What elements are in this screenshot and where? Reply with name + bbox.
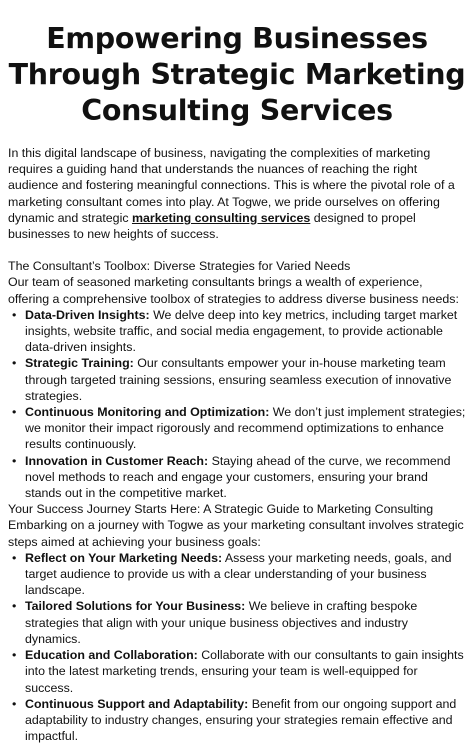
page-title: Empowering Businesses Through Strategic Marketing Consulting Services [8,22,466,127]
bullet-icon: • [12,648,17,663]
list-item [8,307,466,356]
list-item-text: Assess your marketing needs, goals, and target audience to provide us with a clear understanding of your business landscape. [25,550,452,598]
list-item-text: Staying ahead of the curve, we recommend novel methods to reach and engage your customers, ensuring your brand stands out in the competitive market. [25,453,451,501]
list-item-text: Collaborate with our consultants to gain insights into the latest marketing trends, ensuring your team is well-equipped for success. [25,648,464,695]
list-item [8,355,466,404]
list-item-label: Continuous Monitoring and Optimization: [25,405,270,420]
list-item [8,647,466,696]
list-item-label: Innovation in Customer Reach: [25,453,209,468]
toolbox-list [8,307,466,501]
list-item-label: Continuous Support and Adaptability: [25,696,249,711]
list-item [8,404,466,453]
journey-heading: Your Success Journey Starts Here: A Strategic Guide to Marketing Consulting [8,502,434,517]
bullet-icon: • [12,550,17,565]
intro-text-before-link: In this digital landscape of business, navigating the complexities of marketing requires a guiding hand that understands the nuances of reaching the right audience and fostering meaningful connections. This is where the pivotal role of a marketing consultant comes into play. At Togwe, we pride ourselves on offering dynamic and strategic [8,146,455,225]
list-item-text: We don’t just implement strategies; we monitor their impact rigorously and recommend optimizations to enhance results continuously. [25,405,466,452]
list-item-text: Benefit from our ongoing support and adaptability to industry changes, ensuring your strategies remain effective and impactful. [25,696,457,744]
bullet-icon: • [12,599,17,614]
list-item [8,550,466,599]
bullet-icon: • [12,405,17,420]
list-item-text: We delve deep into key metrics, including target market insights, website traffic, and social media engagement, to provide actionable data-driven insights. [25,307,458,355]
bullet-icon: • [12,696,17,711]
list-item [8,598,466,647]
list-item-label: Education and Collaboration: [25,648,198,663]
toolbox-lead: Our team of seasoned marketing consultants brings a wealth of experience, offering a comprehensive toolbox of strategies to address diverse business needs: [8,275,459,306]
list-item-label: Reflect on Your Marketing Needs: [25,550,223,565]
marketing-consulting-services-link[interactable]: marketing consulting services [131,210,311,225]
list-item-text: We believe in crafting bespoke strategies that align with your unique business objectives and industry dynamics. [25,599,418,646]
bullet-icon: • [12,356,17,371]
journey-list [8,550,466,744]
intro-text-after-link: designed to propel businesses to new heights of success. [8,210,416,242]
list-item [8,453,466,502]
intro-paragraph [8,145,466,242]
journey-lead: Embarking on a journey with Togwe as your marketing consultant involves strategic steps aimed at achieving your business goals: [8,518,464,549]
list-item-label: Tailored Solutions for Your Business: [25,599,246,614]
list-item-text: Our consultants empower your in-house marketing team through targeted training sessions, ensuring seamless execution of innovative strategies. [25,356,452,403]
bullet-icon: • [12,307,17,322]
list-item-label: Data-Driven Insights: [25,307,150,322]
toolbox-heading: The Consultant’s Toolbox: Diverse Strategies for Varied Needs [8,259,351,274]
list-item-label: Strategic Training: [25,356,134,371]
bullet-icon: • [12,453,17,468]
list-item [8,696,466,744]
